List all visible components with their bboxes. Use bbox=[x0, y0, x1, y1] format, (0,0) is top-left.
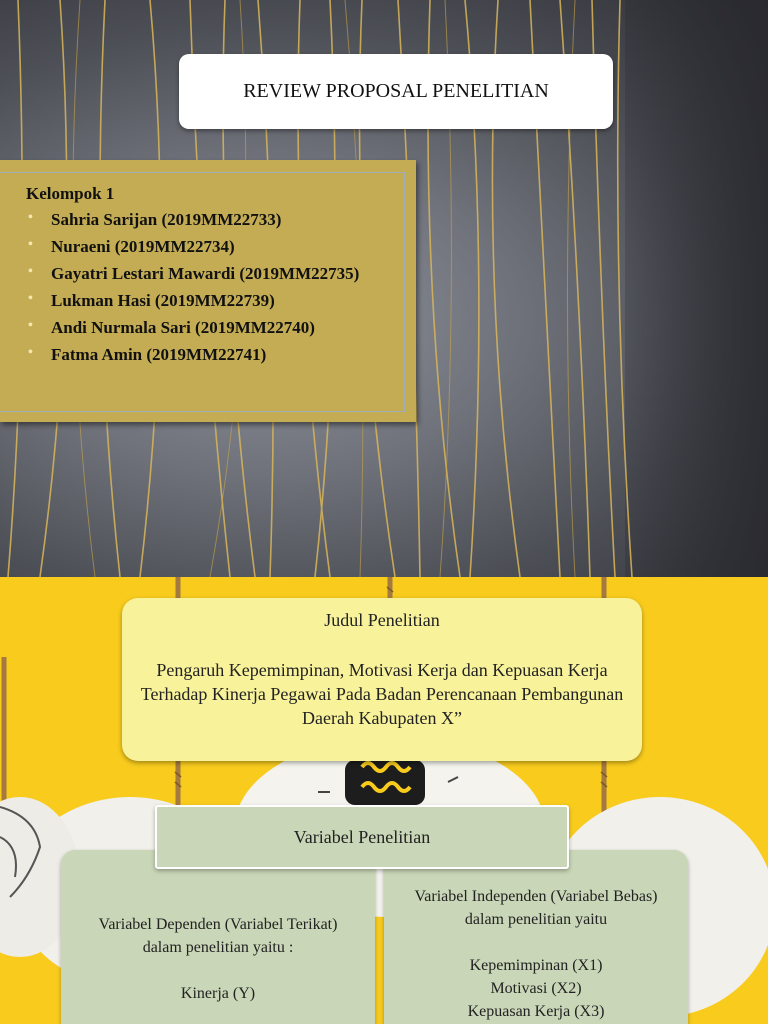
member-name: Lukman Hasi (2019MM22739) bbox=[51, 291, 275, 310]
list-item: Kepemimpinan (X1) bbox=[469, 957, 603, 974]
bullet-icon: • bbox=[28, 345, 33, 360]
list-item bbox=[26, 317, 406, 339]
independent-variable-description: Variabel Independen (Variabel Bebas) dalam penelitian yaitu bbox=[414, 888, 658, 928]
bullet-icon: • bbox=[28, 237, 33, 252]
member-name: Fatma Amin (2019MM22741) bbox=[51, 345, 267, 364]
bullet-icon: • bbox=[28, 318, 33, 333]
slide-title: REVIEW PROPOSAL PENELITIAN bbox=[179, 54, 613, 129]
list-item bbox=[26, 209, 406, 231]
research-title-heading: Judul Penelitian bbox=[324, 610, 440, 630]
list-item: Motivasi (X2) bbox=[490, 980, 582, 997]
research-title-box bbox=[122, 598, 642, 761]
list-item bbox=[26, 290, 406, 312]
bullet-icon: • bbox=[28, 264, 33, 279]
independent-variable-list bbox=[384, 954, 688, 1023]
dependent-variable-description: Variabel Dependen (Variabel Terikat) dalam penelitian yaitu : bbox=[98, 916, 338, 956]
member-name: Nuraeni (2019MM22734) bbox=[51, 237, 235, 256]
group-label: Kelompok 1 bbox=[26, 184, 115, 203]
research-title-text: Pengaruh Kepemimpinan, Motivasi Kerja dan Kepuasan Kerja Terhadap Kinerja Pegawai Pada Badan Perencanaan Pembangunan Daerah Kabupaten X” bbox=[140, 660, 624, 728]
research-variables-heading: Variabel Penelitian bbox=[155, 805, 569, 869]
bullet-icon: • bbox=[28, 291, 33, 306]
group-members-panel bbox=[0, 160, 416, 422]
member-name: Sahria Sarijan (2019MM22733) bbox=[51, 210, 282, 229]
members-list bbox=[26, 209, 406, 366]
member-name: Gayatri Lestari Mawardi (2019MM22735) bbox=[51, 264, 360, 283]
independent-variable-card bbox=[384, 850, 688, 1024]
member-name: Andi Nurmala Sari (2019MM22740) bbox=[51, 318, 315, 337]
dependent-variable-value: Kinerja (Y) bbox=[180, 985, 256, 1002]
list-item bbox=[26, 344, 406, 366]
list-item bbox=[26, 236, 406, 258]
bullet-icon: • bbox=[28, 210, 33, 225]
list-item: Kepuasan Kerja (X3) bbox=[467, 1003, 605, 1020]
dependent-variable-card bbox=[61, 850, 375, 1024]
list-item bbox=[26, 263, 406, 285]
slide-2 bbox=[0, 577, 768, 1024]
members-content bbox=[26, 184, 406, 371]
